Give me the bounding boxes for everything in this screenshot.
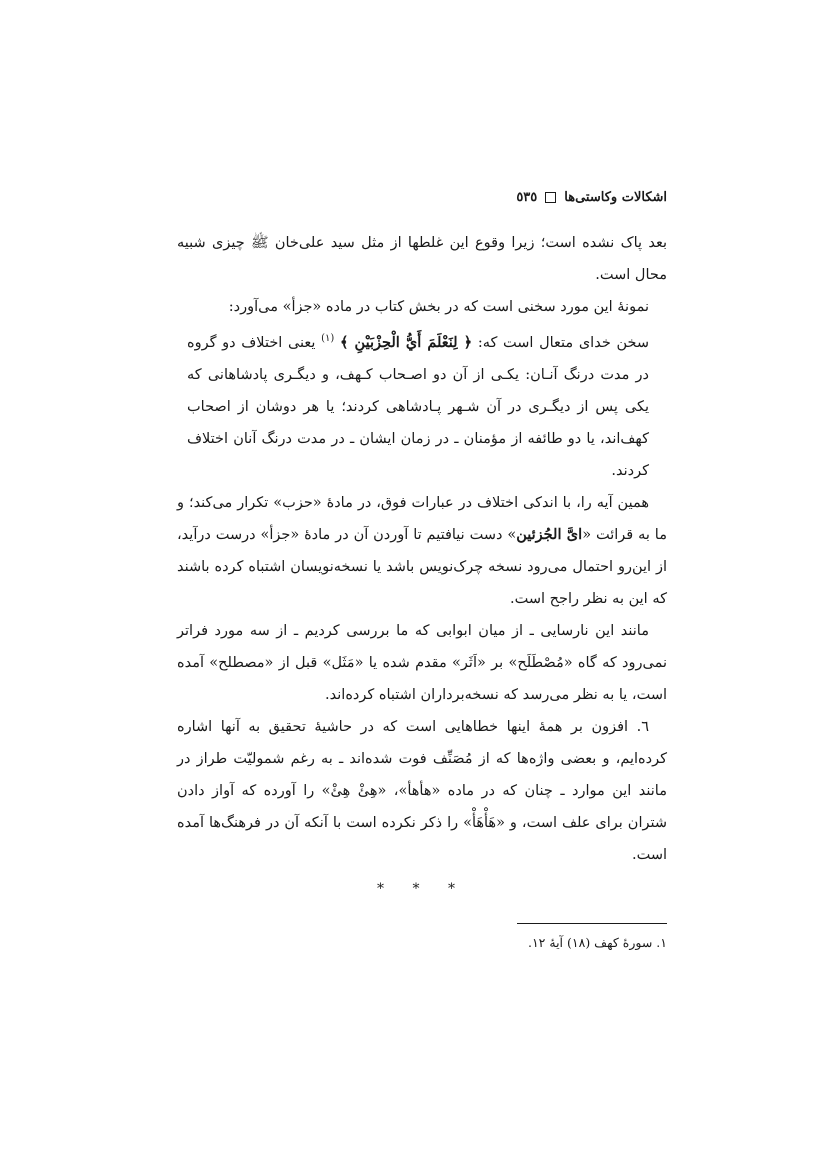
paragraph-4: مانند این نارسایی ـ از میان ابوابی که ما بررسی کردیم ـ از سه مورد فراتر نمی‌رود که گاه «مُصْطَلَح» بر «اَثَر» مقدم شده یا «مَثَل» قبل از «مصطلح» آمده است، یا به نظر می‌رسد که نسخه‌برداران اشتباه کرده‌اند. (177, 622, 667, 703)
footnote-marker: (١) (321, 333, 335, 344)
paragraph-3 (177, 487, 667, 615)
block-quote (187, 323, 649, 487)
square-ornament-icon (545, 192, 556, 203)
page-number: ٥٣٥ (516, 190, 538, 205)
paragraph-3-bold: ایَّ الجُزئین (516, 525, 583, 543)
paragraph-5: ٦. افزون بر همهٔ اینها خطاهایی است که در حاشیهٔ تحقیق به آنها اشاره کرده‌ایم، و بعضی واژه‌ها که از مُصَنِّف فوت شده‌اند ـ به رغم شمولیّت طراز در مانند این موارد ـ چنان که در ماده «هأهأ»، «هِئْ هِئْ» را آورده که آواز دادن شتران برای علف است، و «هَأْهَأْ» را ذکر نکرده است با آنکه آن در فرهنگ‌ها آمده است. (177, 718, 667, 863)
book-page (177, 190, 667, 954)
quote-rest: یعنی اختلاف دو گروه در مدت درنگ آنـان: یکـی از آن دو اصـحاب کـهف، و دیگـری پادشاهانی که یکی پس از دیگـری در آن شـهر پـادشاهی کردند؛ یا هر دوشان از اصحاب کهف‌اند، یا دو طائفه از مؤمنان ـ در زمان ایشان ـ در مدت درنگ آنان اختلاف کردند. (187, 334, 649, 479)
paragraph-2: نمونهٔ این مورد سخنی است که در بخش کتاب در ماده «جزأ» می‌آورد: (228, 299, 649, 315)
footnote-1: ١. سورهٔ کهف (١٨) آیهٔ ١٢. (527, 934, 667, 950)
running-header (177, 190, 667, 205)
quote-text (187, 323, 649, 487)
section-separator: * * * (377, 880, 467, 897)
paragraph-3-part-a: همین آیه را، با اندکی اختلاف در عبارات فوق، در مادهٔ «حزب» تکرار می‌کند؛ و ما به قرائت « (177, 494, 667, 543)
quran-ayah: ﴿ لِنَعْلَمَ أَيُّ الْحِزْبَيْنِ ﴾ (339, 333, 473, 351)
paragraph-1: بعد پاک نشده است؛ زیرا وقوع این غلطها از مثل سید علی‌خان ﷺ چیزی شبیه محال است. (177, 235, 667, 283)
running-title: اشکالات وکاستی‌ها (564, 190, 667, 205)
paragraph-3-part-b: » دست نیافتیم تا آوردن آن در مادهٔ «جزأ» درست درآید، از این‌رو احتمال می‌رود نسخه چرک‌نویس باشد یا نسخه‌نویسان اشتباه کرده باشند که این به نظر راجح است. (177, 526, 667, 607)
quote-intro: سخن خدای متعال است که: (472, 334, 649, 351)
footnote-divider (517, 923, 667, 924)
